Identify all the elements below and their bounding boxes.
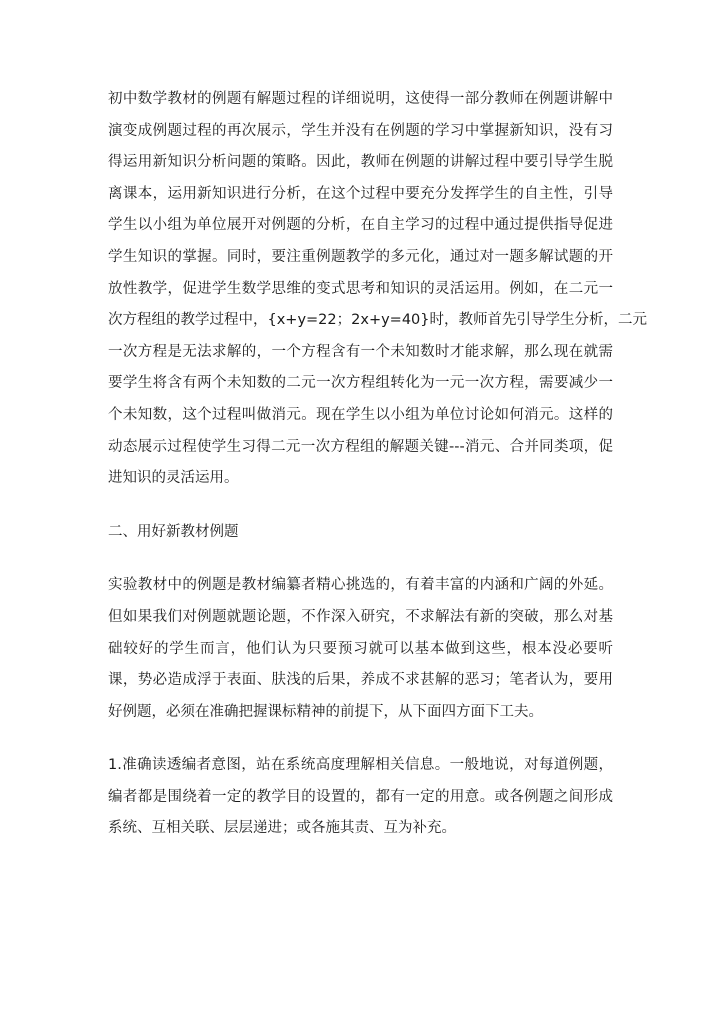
text-line: 次方程组的教学过程中，{x+y=22；2x+y=40}时，教师首先引导学生分析，二元: [108, 312, 647, 329]
text-line: 个未知数，这个过程叫做消元。现在学生以小组为单位讨论如何消元。这样的: [108, 406, 613, 423]
text-line: 实验教材中的例题是教材编纂者精心挑选的，有着丰富的内涵和广阔的外延。: [108, 577, 613, 594]
text-line: 础较好的学生而言，他们认为只要预习就可以基本做到这些，根本没必要听: [108, 640, 613, 657]
text-line: 得运用新知识分析问题的策略。因此，教师在例题的讲解过程中要引导学生脱: [108, 154, 613, 171]
text-line: 1.准确读透编者意图，站在系统高度理解相关信息。一般地说，对每道例题，: [108, 757, 613, 774]
section-heading: [108, 517, 613, 549]
text-line: 系统、互相关联、层层递进；或各施其责、互为补充。: [108, 820, 456, 837]
paragraph-point-one: [108, 750, 613, 845]
text-line: 动态展示过程使学生习得二元一次方程组的解题关键---消元、合并同类项，促: [108, 438, 613, 455]
text-line: 学生知识的掌握。同时，要注重例题教学的多元化，通过对一题多解试题的开: [108, 248, 613, 265]
text-line: 要学生将含有两个未知数的二元一次方程组转化为一元一次方程，需要减少一: [108, 375, 613, 392]
text-line: 一次方程是无法求解的，一个方程含有一个未知数时才能求解，那么现在就需: [108, 343, 613, 360]
paragraph-elimination-method: [108, 84, 647, 495]
text-line: 好例题，必须在准确把握课标精神的前提下，从下面四方面下工夫。: [108, 703, 543, 720]
heading-text: 二、用好新教材例题: [108, 523, 239, 540]
text-line: 放性教学，促进学生数学思维的变式思考和知识的灵活运用。例如，在二元一: [108, 280, 613, 297]
text-line: 学生以小组为单位展开对例题的分析，在自主学习的过程中通过提供指导促进: [108, 217, 613, 234]
document-body: [108, 84, 647, 845]
text-line: 演变成例题过程的再次展示，学生并没有在例题的学习中掌握新知识，没有习: [108, 122, 613, 139]
text-line: 但如果我们对例题就题论题，不作深入研究，不求解法有新的突破，那么对基: [108, 608, 613, 625]
text-line: 编者都是围绕着一定的教学目的设置的，都有一定的用意。或各例题之间形成: [108, 788, 613, 805]
text-line: 初中数学教材的例题有解题过程的详细说明，这使得一部分教师在例题讲解中: [108, 91, 613, 107]
text-line: 离课本，运用新知识进行分析，在这个过程中要充分发挥学生的自主性，引导: [108, 185, 613, 202]
text-line: 课，势必造成浮于表面、肤浅的后果，养成不求甚解的恶习；笔者认为，要用: [108, 672, 613, 689]
paragraph-use-examples: [108, 570, 613, 728]
text-line: 进知识的灵活运用。: [108, 470, 239, 487]
